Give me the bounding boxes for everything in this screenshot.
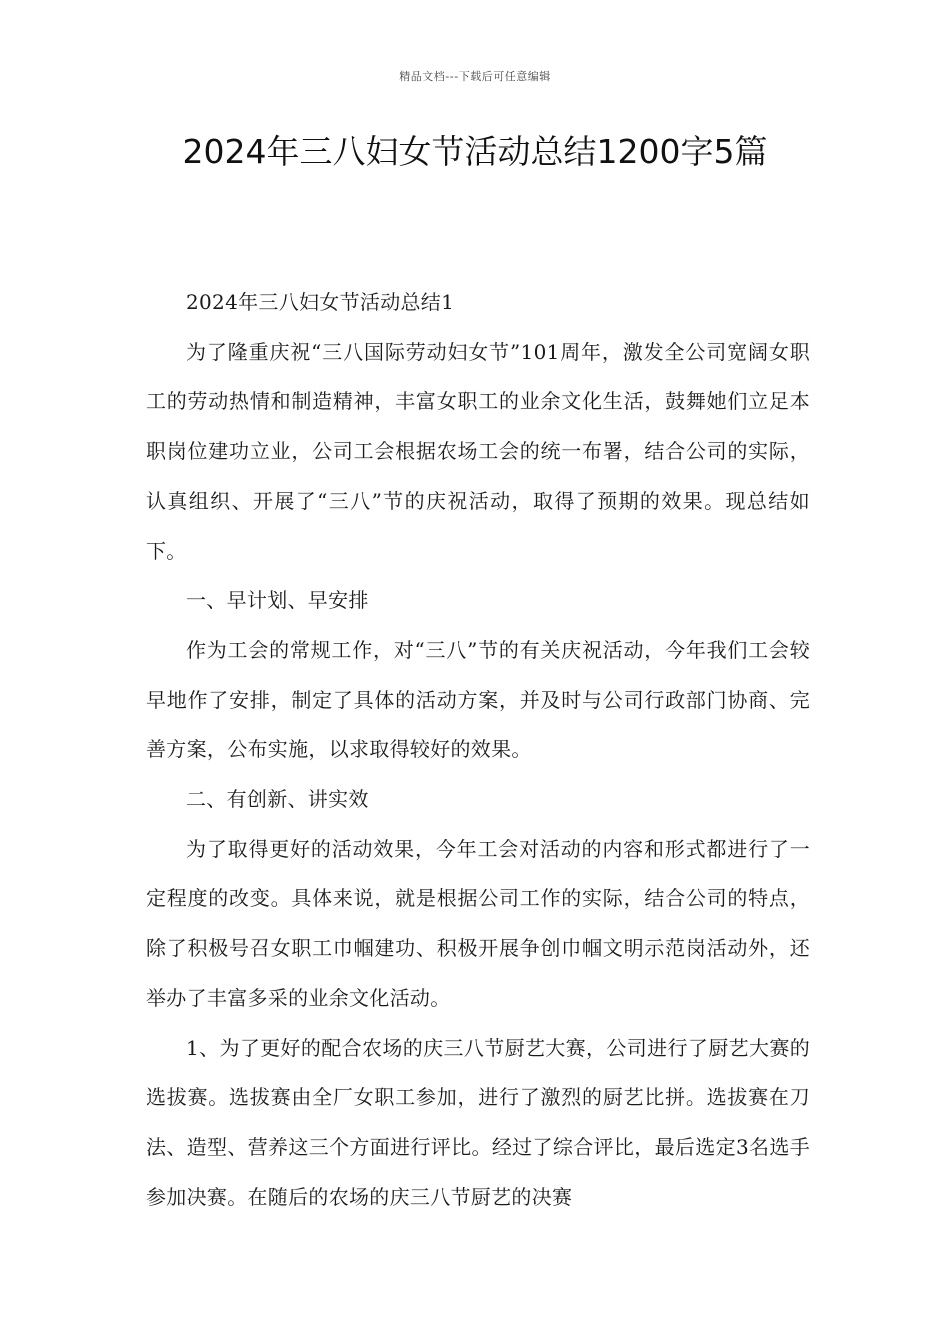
document-body — [146, 278, 810, 1222]
paragraph: 1、为了更好的配合农场的庆三八节厨艺大赛，公司进行了厨艺大赛的选拔赛。选拔赛由全厂女职工参加，进行了激烈的厨艺比拼。选拔赛在刀法、造型、营养这三个方面进行评比。经过了综合评比，最后选定3名选手参加决赛。在随后的农场的庆三八节厨艺的决赛 — [146, 1035, 810, 1209]
paragraph: 为了隆重庆祝“三八国际劳动妇女节”101周年，激发全公司宽阔女职工的劳动热情和制造精神，丰富女职工的业余文化生活，鼓舞她们立足本职岗位建功立业，公司工会根据农场工会的统一布署，结合公司的实际，认真组织、开展了“三八”节的庆祝活动，取得了预期的效果。现总结如下。 — [146, 339, 810, 563]
paragraph: 为了取得更好的活动效果，今年工会对活动的内容和形式都进行了一定程度的改变。具体来说，就是根据公司工作的实际，结合公司的特点，除了积极号召女职工巾帼建功、积极开展争创巾帼文明示范岗活动外，还举办了丰富多采的业余文化活动。 — [146, 836, 810, 1010]
document-title: 2024年三八妇女节活动总结1200字5篇 — [182, 132, 768, 171]
header-note: 精品文档---下载后可任意编辑 — [399, 70, 551, 83]
section-heading: 2024年三八妇女节活动总结1 — [186, 290, 455, 314]
paragraph: 作为工会的常规工作，对“三八”节的有关庆祝活动，今年我们工会较早地作了安排，制定了具体的活动方案，并及时与公司行政部门协商、完善方案，公布实施，以求取得较好的效果。 — [146, 637, 810, 762]
subheading: 一、早计划、早安排 — [186, 588, 369, 613]
subheading: 二、有创新、讲实效 — [186, 787, 369, 812]
